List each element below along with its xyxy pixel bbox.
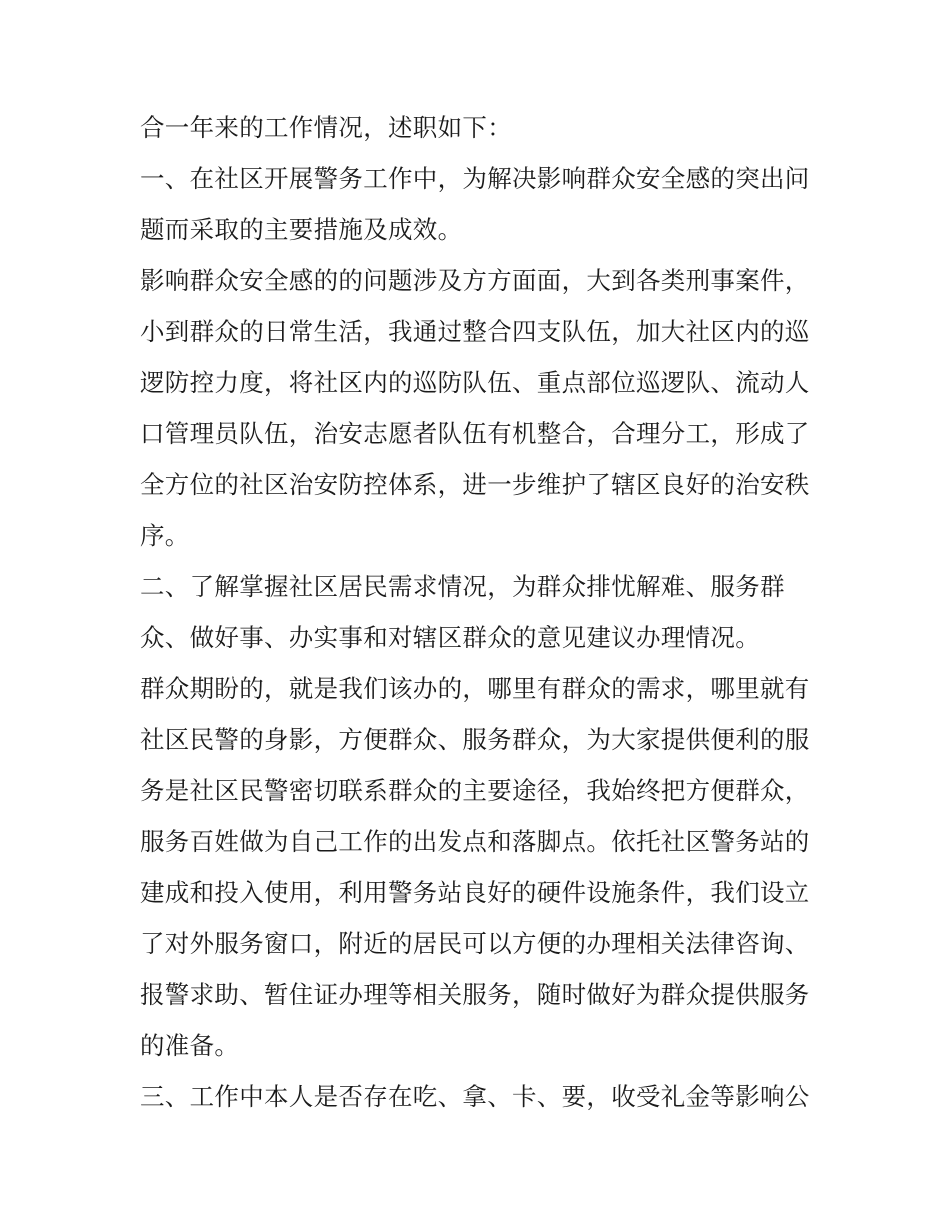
text-line: 口管理员队伍，治安志愿者队伍有机整合，合理分工，形成了 — [140, 419, 810, 448]
section-heading-line: 三、工作中本人是否存在吃、拿、卡、要，收受礼金等影响公 — [140, 1082, 810, 1111]
section-heading-line: 众、做好事、办实事和对辖区群众的意见建议办理情况。 — [140, 623, 760, 652]
text-line: 报警求助、暂住证办理等相关服务，随时做好为群众提供服务 — [140, 980, 810, 1009]
text-line: 建成和投入使用，利用警务站良好的硬件设施条件，我们设立 — [140, 878, 810, 907]
text-line: 务是社区民警密切联系群众的主要途径，我始终把方便群众， — [140, 776, 810, 805]
text-line: 序。 — [140, 521, 190, 550]
text-line: 群众期盼的，就是我们该办的，哪里有群众的需求，哪里就有 — [140, 674, 810, 703]
section-heading-line: 一、在社区开展警务工作中，为解决影响群众安全感的突出问 — [140, 164, 810, 193]
text-line: 合一年来的工作情况，述职如下： — [140, 113, 512, 142]
section-heading-line: 二、了解掌握社区居民需求情况，为群众排忧解难、服务群 — [140, 572, 785, 601]
text-line: 全方位的社区治安防控体系，进一步维护了辖区良好的治安秩 — [140, 470, 810, 499]
text-line: 逻防控力度，将社区内的巡防队伍、重点部位巡逻队、流动人 — [140, 368, 810, 397]
text-line: 小到群众的日常生活，我通过整合四支队伍，加大社区内的巡 — [140, 317, 810, 346]
section-heading-line: 题而采取的主要措施及成效。 — [140, 215, 463, 244]
text-line: 了对外服务窗口，附近的居民可以方便的办理相关法律咨询、 — [140, 929, 810, 958]
text-line: 的准备。 — [140, 1031, 240, 1060]
text-line: 影响群众安全感的的问题涉及方方面面，大到各类刑事案件， — [140, 266, 810, 295]
text-line: 社区民警的身影，方便群众、服务群众，为大家提供便利的服 — [140, 725, 810, 754]
text-line: 服务百姓做为自己工作的出发点和落脚点。依托社区警务站的 — [140, 827, 810, 856]
